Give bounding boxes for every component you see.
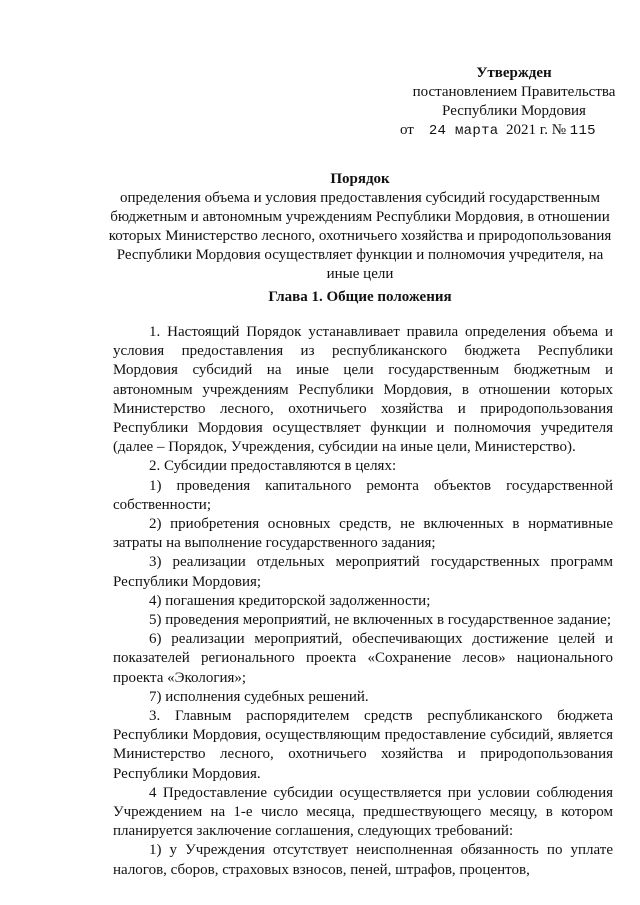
document-title-block xyxy=(100,170,620,284)
approval-title: Утвержден xyxy=(476,65,552,81)
paragraph: 2) приобретения основных средств, не включенных в нормативные затраты на выполнение государственного задания; xyxy=(113,516,613,552)
paragraph: 4) погашения кредиторской задолженности; xyxy=(149,592,431,609)
approval-year: 2021 г. xyxy=(505,122,548,138)
approval-date-value: 24 марта xyxy=(428,123,499,139)
paragraph: 6) реализации мероприятий, обеспечивающих достижение целей и показателей регионального проекта «Сохранение лесов» национального проекта «Экология»; xyxy=(113,631,613,686)
paragraph: 1. Настоящий Порядок устанавливает правила определения объема и условия предоставления из республиканского бюджета Республики Мордовия субсидий на иные цели государственным бюджетным и автономным учреждениям Республики Мордовия, в отношении которых Министерство лесного, охотничьего хозяйства и природопользования Республики Мордовия осуществляет функции и полномочия учредителя (далее – Порядок, Учреждения, субсидии на иные цели, Министерство). xyxy=(113,324,613,456)
document-body xyxy=(113,323,613,880)
document-title: Порядок xyxy=(330,171,390,187)
document-subtitle: определения объема и условия предоставления субсидий государственным бюджетным и автономным учреждениям Республики Мордовия, в отношении которых Министерство лесного, охотничьего хозяйства и природопользования Республики Мордовия осуществляет функции и полномочия учредителя, на иные цели xyxy=(108,190,612,282)
paragraph: 4 Предоставление субсидии осуществляется при условии соблюдения Учреждением на 1-е число месяца, предшествующего месяцу, в котором планируется заключение соглашения, следующих требований: xyxy=(113,784,613,840)
approval-date-line xyxy=(380,121,620,141)
approval-number-value: 115 xyxy=(569,123,596,139)
paragraph: 3. Главным распорядителем средств республиканского бюджета Республики Мордовия, осуществляющим предоставление субсидий, является Министерство лесного, охотничьего хозяйства и природопользования Республики Мордовия. xyxy=(113,708,613,782)
paragraph: 7) исполнения судебных решений. xyxy=(149,688,369,705)
approval-line-1: постановлением Правительства xyxy=(412,84,616,100)
paragraph: 1) проведения капитального ремонта объектов государственной собственности; xyxy=(113,477,613,513)
approval-line-2: Республики Мордовия xyxy=(442,103,586,119)
approval-stamp xyxy=(380,64,620,141)
chapter-heading: Глава 1. Общие положения xyxy=(268,289,452,305)
approval-number-sign: № xyxy=(551,122,567,138)
paragraph: 1) у Учреждения отсутствует неисполненная обязанность по уплате налогов, сборов, страховых взносов, пеней, штрафов, процентов, xyxy=(113,842,613,878)
paragraph: 5) проведения мероприятий, не включенных в государственное задание; xyxy=(149,612,611,629)
paragraph: 2. Субсидии предоставляются в целях: xyxy=(149,458,397,475)
approval-date-prefix: от xyxy=(400,122,414,138)
paragraph: 3) реализации отдельных мероприятий государственных программ Республики Мордовия; xyxy=(113,554,613,590)
